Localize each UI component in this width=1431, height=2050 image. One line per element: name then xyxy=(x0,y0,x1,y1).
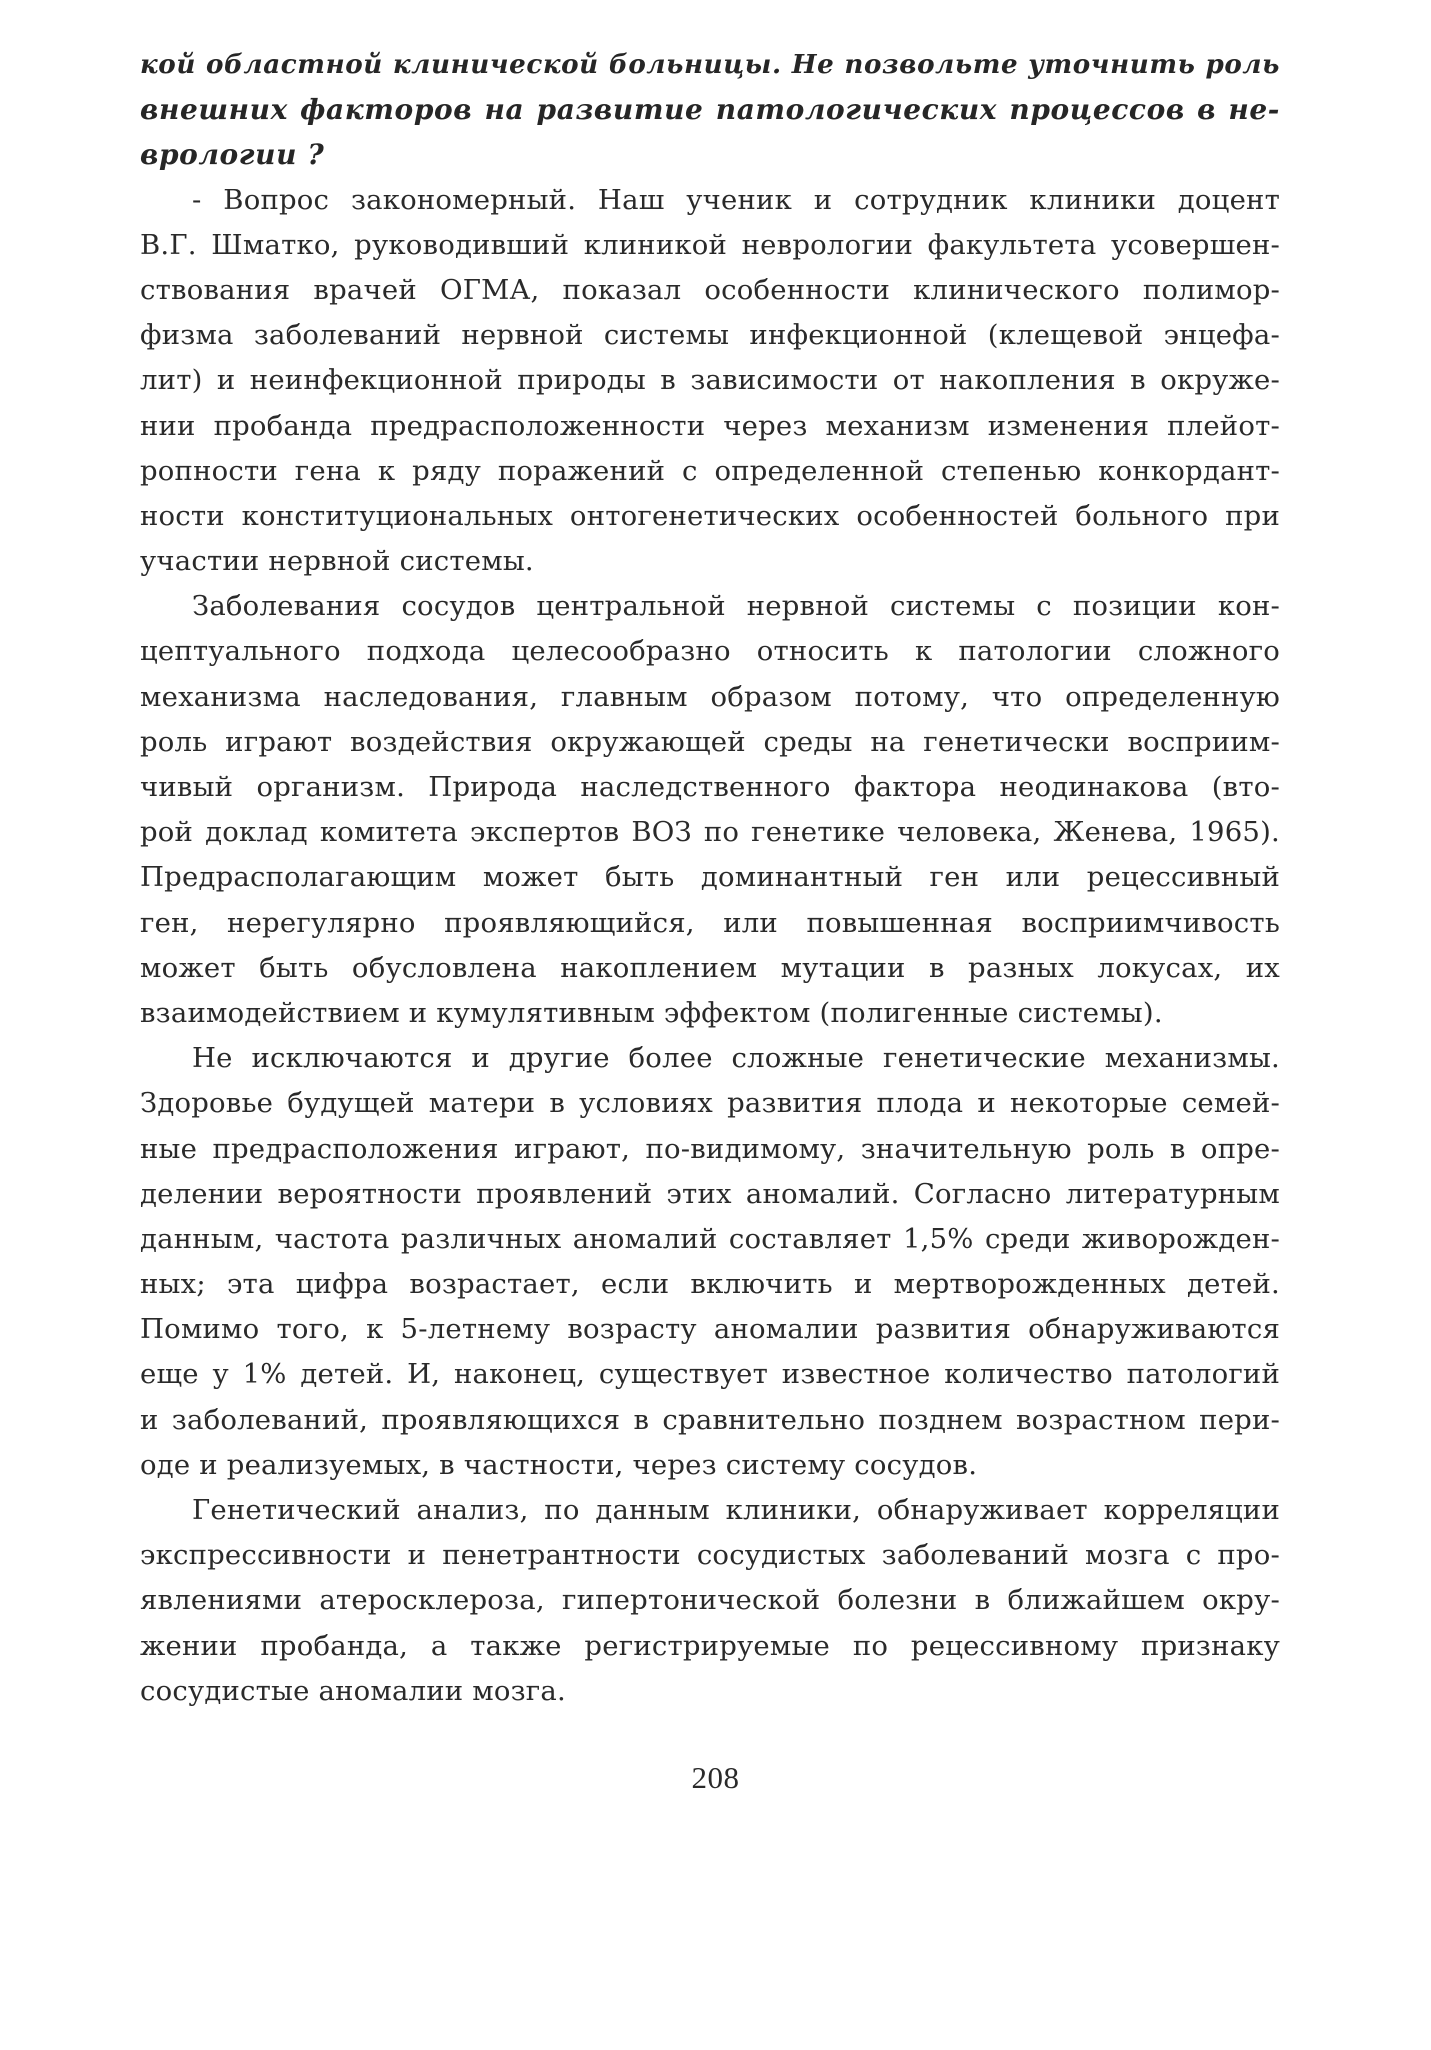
paragraph-line: - Вопрос закономерный. Наш ученик и сотрудник клиники доцент xyxy=(192,183,1280,216)
paragraph-line: нии пробанда предрасположенности через механизм изменения плейот- xyxy=(140,409,1280,442)
paragraph-line: жении пробанда, а также регистрируемые по рецессивному признаку xyxy=(140,1629,1280,1662)
paragraph-line: взаимодействием и кумулятивным эффектом (полигенные системы). xyxy=(140,996,1163,1029)
paragraph-line: механизма наследования, главным образом потому, что определенную xyxy=(140,680,1280,713)
paragraph-line: участии нервной системы. xyxy=(140,545,534,578)
paragraph-line: ген, нерегулярно проявляющийся, или повышенная восприимчивость xyxy=(140,906,1280,939)
paragraph-line: оде и реализуемых, в частности, через систему сосудов. xyxy=(140,1448,978,1481)
paragraph-line: физма заболеваний нервной системы инфекционной (клещевой энцефа- xyxy=(140,319,1280,352)
question-line: внешних факторов на развитие патологических процессов в не- xyxy=(140,93,1280,127)
paragraph-line: сосудистые аномалии мозга. xyxy=(140,1674,566,1707)
paragraph-line: Генетический анализ, по данным клиники, обнаруживает корреляции xyxy=(192,1494,1280,1526)
interview-question xyxy=(140,42,1280,178)
paragraph-line: ности конституциональных онтогенетических особенностей больного при xyxy=(140,499,1280,532)
question-line: кой областной клинической больницы. Не позвольте уточнить роль xyxy=(140,49,1280,80)
paragraph-line: данным, частота различных аномалий составляет 1,5% среди живорожден- xyxy=(140,1222,1280,1255)
paragraph-line: чивый организм. Природа наследственного фактора неодинакова (вто- xyxy=(140,771,1280,803)
paragraph-line: Не исключаются и другие более сложные генетические механизмы. xyxy=(192,1042,1280,1075)
page-text xyxy=(140,42,1280,1714)
paragraph-line: ные предрасположения играют, по-видимому, значительную роль в опре- xyxy=(140,1132,1280,1165)
paragraph-line: роль играют воздействия окружающей среды на генетически восприим- xyxy=(140,725,1280,758)
paragraph-line: Помимо того, к 5-летнему возрасту аномалии развития обнаруживаются xyxy=(140,1313,1280,1346)
paragraph-line: рой доклад комитета экспертов ВОЗ по генетике человека, Женева, 1965). xyxy=(140,816,1280,849)
paragraph-line: еще у 1% детей. И, наконец, существует известное количество патологий xyxy=(140,1358,1280,1391)
paragraph-line: В.Г. Шматко, руководивший клиникой неврологии факультета усовершен- xyxy=(140,228,1280,261)
paragraph-line: делении вероятности проявлений этих аномалий. Согласно литературным xyxy=(140,1177,1280,1210)
paragraph-line: ропности гена к ряду поражений с определенной степенью конкордант- xyxy=(140,454,1280,487)
paragraph-line: ствования врачей ОГМА, показал особенности клинического полимор- xyxy=(140,273,1280,306)
paragraph-line: лит) и неинфекционной природы в зависимости от накопления в окруже- xyxy=(140,364,1280,397)
paragraph-genetic-mechanisms xyxy=(140,1036,1280,1488)
paragraph-line: Предрасполагающим может быть доминантный ген или рецессивный xyxy=(140,861,1280,894)
paragraph-line: явлениями атеросклероза, гипертонической болезни в ближайшем окру- xyxy=(140,1584,1280,1617)
paragraph-vascular-diseases xyxy=(140,584,1280,1036)
paragraph-line: экспрессивности и пенетрантности сосудистых заболеваний мозга с про- xyxy=(140,1539,1280,1572)
page-number: 208 xyxy=(691,1760,740,1795)
paragraph-answer-intro xyxy=(140,178,1280,585)
paragraph-line: ных; эта цифра возрастает, если включить и мертворожденных детей. xyxy=(140,1268,1280,1301)
paragraph-line: цептуального подхода целесообразно относить к патологии сложного xyxy=(140,635,1280,668)
paragraph-line: Заболевания сосудов центральной нервной системы с позиции кон- xyxy=(192,590,1280,623)
paragraph-line: и заболеваний, проявляющихся в сравнительно позднем возрастном пери- xyxy=(140,1403,1280,1436)
paragraph-line: может быть обусловлена накоплением мутации в разных локусах, их xyxy=(140,951,1280,984)
question-line: врологии ? xyxy=(140,138,325,172)
paragraph-line: Здоровье будущей матери в условиях развития плода и некоторые семей- xyxy=(140,1087,1280,1120)
paragraph-genetic-analysis xyxy=(140,1488,1280,1714)
